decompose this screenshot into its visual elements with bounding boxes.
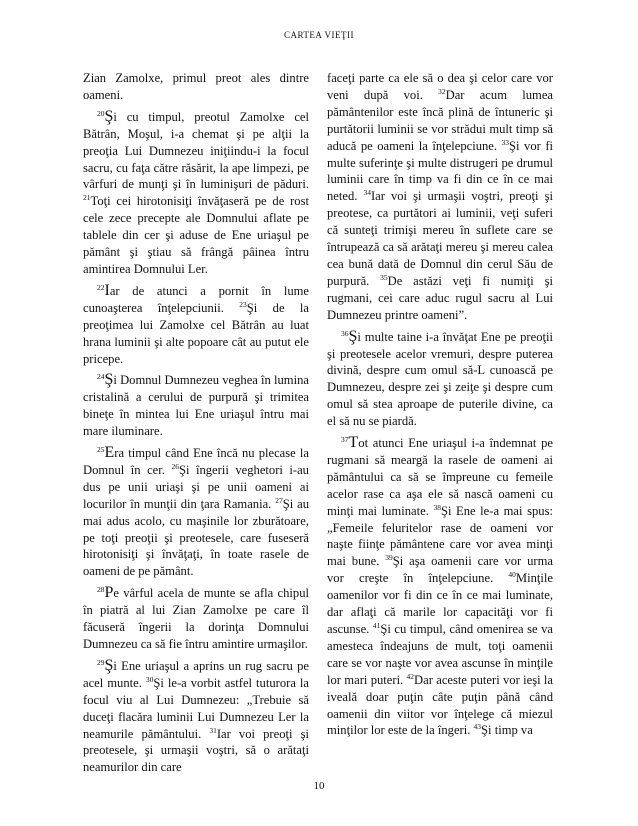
verse-number: 43 bbox=[473, 722, 482, 732]
paragraph bbox=[83, 372, 309, 440]
verse-text: Zian Zamolxe, primul preot ales dintre oameni. bbox=[83, 71, 309, 102]
verse-text: Şi Ene le-a mai spus: „Femeile feluritelor rase de oameni vor naşte fiinţe pământene care vor avea minţi mai bune. bbox=[327, 503, 553, 569]
initial-letter: Ş bbox=[104, 656, 114, 674]
verse-text: ot atunci Ene uriaşul i-a îndemnat pe rugmani să meargă la rasele de oameni ai pământului ca să se împreune cu femeile acelor rase ca aşa ele să nască oameni cu minţi mai luminate. bbox=[327, 436, 553, 518]
verse-text: Toţi cei hirotonisiţi învăţaseră pe de rost cele zece precepte ale Domnului aflate pe tablele din cer şi aduse de Ene uriaşul pe pământ şi ştiau să frângă pâinea întru amintirea Domnului Ler. bbox=[83, 194, 309, 276]
verse-number: 37 bbox=[341, 435, 349, 445]
right-text-column bbox=[327, 70, 553, 739]
verse-number: 42 bbox=[406, 671, 415, 681]
verse-text: i multe taine i-a învăţat Ene pe preoţii şi preotesele acelor vremuri, despre puterea divină, despre cum omul să-L cunoască pe Dumnezeu, despre zei şi zeiţe şi despre cum omul să stea aproape de puterile divine, ca el să nu se piardă. bbox=[327, 329, 553, 429]
initial-letter: E bbox=[104, 444, 115, 462]
verse-number: 41 bbox=[372, 621, 381, 630]
verse-number: 35 bbox=[380, 272, 388, 282]
verse-number: 34 bbox=[363, 188, 371, 198]
verse-text: Şi au mai adus acolo, cu maşinile lor zburătoare, pe toţi preoţii şi preotesele, care fuseseră hirotonisiţi şi învăţaţi, în toate rasele de oameni de pe pământ. bbox=[83, 496, 309, 579]
left-text-column bbox=[83, 70, 309, 776]
verse-number: 20 bbox=[97, 108, 105, 118]
verse-number: 39 bbox=[385, 553, 393, 563]
paragraph bbox=[83, 70, 309, 104]
verse-number: 38 bbox=[433, 502, 441, 512]
verse-number: 29 bbox=[97, 657, 105, 667]
initial-letter: Ş bbox=[348, 327, 358, 345]
verse-number: 26 bbox=[171, 461, 179, 471]
verse-text: e vârful acela de munte se afla chipul în piatră al lui Zian Zamolxe pe care îl făcuseră îngerii la dorinţa Domnului Dumnezeu ca să fie întru amintire urmaşilor. bbox=[83, 586, 309, 651]
verse-number: 28 bbox=[97, 585, 105, 595]
verse-text: ra timpul când Ene încă nu plecase la Domnul în cer. bbox=[83, 446, 309, 477]
verse-text: Şi vor fi multe suferinţe şi multe distrugeri pe drumul luminii care în timp va fi din ce în ce mai neted. bbox=[327, 138, 554, 204]
verse-number: 36 bbox=[341, 328, 349, 338]
verse-number: 32 bbox=[438, 86, 446, 96]
initial-letter: Ş bbox=[104, 371, 114, 389]
verse-text: i Ene uriaşul a aprins un rug sacru pe acel munte. bbox=[83, 658, 309, 690]
paragraph bbox=[83, 658, 309, 776]
verse-number: 40 bbox=[508, 570, 516, 580]
verse-text: Dar aceste puteri vor ieşi la iveală doar puţin câte puţin până când oamenii din viitor vor înţelege că miezul minţilor lor este de la îngeri. bbox=[327, 672, 553, 738]
verse-number: 30 bbox=[145, 674, 154, 684]
initial-letter: I bbox=[104, 281, 110, 299]
initial-letter: P bbox=[104, 584, 114, 602]
paragraph bbox=[83, 585, 309, 653]
verse-number: 27 bbox=[275, 495, 283, 505]
verse-number: 23 bbox=[239, 299, 247, 309]
verse-text: Iar voi şi urmaşii voştri, preoţi şi preotese, ca purtători ai luminii, veţi suferi că sunteţi trimişi mereu în suflete care se întrupează ca să arătaţi mereu şi mereu calea cea bună dată de Domnul din cerul Său de purpură. bbox=[327, 189, 553, 288]
verse-text: Şi îngerii veghetori i-au dus pe unii uriaşi şi pe unii oameni ai locurilor în munţii din ţara Ramania. bbox=[83, 462, 309, 511]
initial-letter: Ş bbox=[104, 107, 114, 125]
verse-text: Şi cu timpul, când omenirea se va amesteca îndeajuns de mult, toţi oamenii care se vor naşte vor avea ascunse în minţile lor mari puteri. bbox=[327, 622, 553, 687]
verse-number: 31 bbox=[209, 725, 217, 735]
paragraph bbox=[83, 109, 309, 278]
verse-number: 22 bbox=[97, 282, 105, 292]
verse-number: 21 bbox=[83, 193, 91, 203]
verse-text: Iar voi preoţi şi preotesele, şi urmaşii voştri, să o arătaţi neamurilor din care bbox=[83, 726, 309, 775]
verse-text: De astăzi veţi fi numiţi şi rugmani, cei care aduc rugul sacru al Lui Dumnezeu printre oameni”. bbox=[327, 273, 553, 322]
paragraph bbox=[83, 445, 309, 580]
verse-text: i cu timpul, preotul Zamolxe cel Bătrân, Moşul, i-a chemat şi pe alţii la preoţia Lui Dumnezeu iniţiindu-i la focul sacru, cu faţa către răsărit, la ape limpezi, pe vârfuri de munţi şi în luminişuri de păduri. bbox=[83, 109, 309, 192]
initial-letter: T bbox=[348, 434, 359, 452]
verse-number: 33 bbox=[501, 137, 510, 147]
verse-text: ar de atunci a pornit în lume cunoaşterea înţelepciunii. bbox=[83, 283, 309, 315]
verse-text: Şi de la preoţimea lui Zamolxe cel Bătrân au luat hrana luminii şi alte popoare cât au putut ele pricepe. bbox=[83, 300, 309, 366]
verse-text: Şi aşa oamenii care vor urma vor creşte în înţelepciune. bbox=[327, 554, 553, 586]
paragraph bbox=[83, 283, 309, 368]
paragraph bbox=[327, 70, 553, 324]
verse-text: Şi timp va bbox=[481, 723, 533, 738]
verse-number: 24 bbox=[97, 372, 105, 382]
verse-number: 25 bbox=[97, 445, 105, 455]
running-header: CARTEA VIEŢII bbox=[283, 30, 355, 40]
verse-text: faceţi parte ca ele să o dea şi celor care vor veni după voi. bbox=[327, 71, 553, 102]
paragraph bbox=[327, 435, 553, 739]
verse-text: Dar acum lumea pământenilor este încă plină de întuneric şi purtătorii luminii se vor strădui mult timp să aducă pe oameni la înţelepciune. bbox=[327, 87, 553, 153]
verse-text: i Domnul Dumnezeu veghea în lumina cristalină a cerului de purpură şi trimitea bineţe în mintea lui Ene uriaşul întru mai mare iluminare. bbox=[83, 373, 309, 439]
page-number: 10 bbox=[313, 780, 325, 792]
verse-text: Minţile oamenilor vor fi din ce în ce mai luminate, dar aflaţi că marile lor capacităţi vor fi ascunse. bbox=[327, 571, 553, 636]
verse-text: Şi le-a vorbit astfel tuturora la focul viu al Lui Dumnezeu: „Trebuie să duceţi flacăra luminii Lui Dumnezeu Ler la neamurile pământului. bbox=[83, 675, 309, 741]
paragraph bbox=[327, 329, 553, 430]
